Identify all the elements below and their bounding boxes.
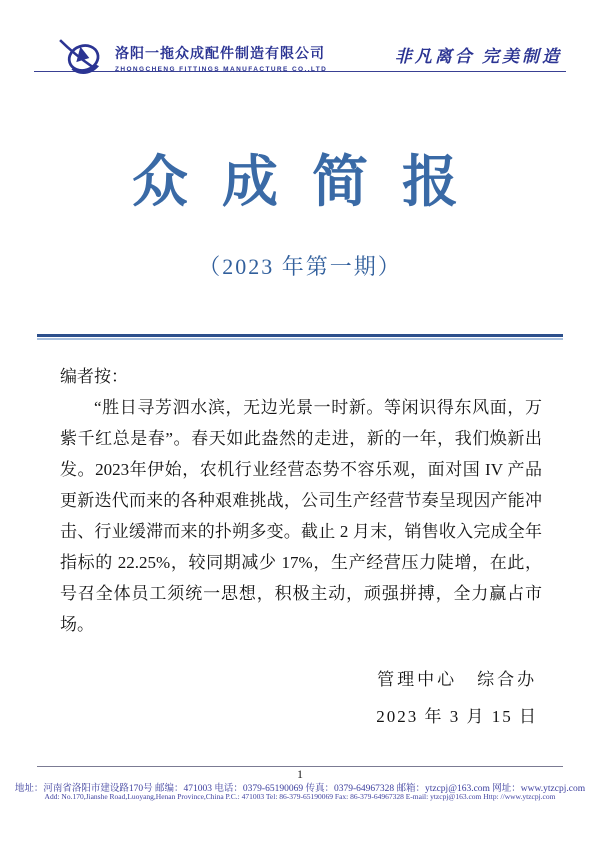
company-slogan: 非凡离合 完美制造 [394, 47, 562, 66]
page-number: 1 [297, 767, 303, 781]
editor-note-label: 编者按： [60, 367, 128, 386]
footer-address-zh: 地址：河南省洛阳市建设路170号 邮编：471003 电话：0379-65190069 传真：0379-64967328 邮箱：ytzcpj@163.com 网址：www.ytzcpj.com [14, 784, 586, 794]
divider-thin-line [37, 338, 563, 340]
company-name-zh: 洛阳一拖众成配件制造有限公司 [115, 45, 325, 61]
footer-address-en: Add: No.170,Jianshe Road,Luoyang,Henan Province,China P.C.: 471003 Tel: 86-379-65190069 Fax: 86-379-64967328 E-mail: ytzcpj@163.com Http: //www.ytzcpj.com [44, 792, 556, 801]
editor-note-paragraph: “胜日寻芳泗水滨，无边光景一时新。等闲识得东风面，万紫千红总是春”。春天如此盎然的走进，新的一年，我们焕新出发。2023年伊始，农机行业经营态势不容乐观，面对国 IV 产品更新迭代而来的各种艰难挑战，公司生产经营节奏呈现因产能冲击、行业缓滞而来的扑朔多变。截止 2 月末，销售收入完成全年指标的 22.25%，较同期减少 17%，生产经营压力陡增，在此，号召全体员工须统一思想，积极主动，顽强拼搏，全力赢占市场。 [60, 398, 542, 634]
company-brand [56, 33, 327, 83]
divider-thick-line [37, 334, 563, 337]
company-logo-icon [56, 33, 108, 83]
signature-date: 2023 年 3 月 15 日 [376, 707, 538, 726]
issue-subtitle: （2023 年第一期） [198, 254, 402, 279]
signature-block [376, 664, 538, 732]
signature-department: 管理中心 综合办 [377, 670, 538, 689]
title-divider [37, 334, 563, 340]
page-title: 众 成 简 报 [132, 152, 468, 214]
company-name-block [115, 43, 327, 73]
company-name-en: ZHONGCHENG FITTINGS MANUFACTURE CO.,LTD [115, 66, 328, 73]
body-text-block [60, 361, 542, 640]
